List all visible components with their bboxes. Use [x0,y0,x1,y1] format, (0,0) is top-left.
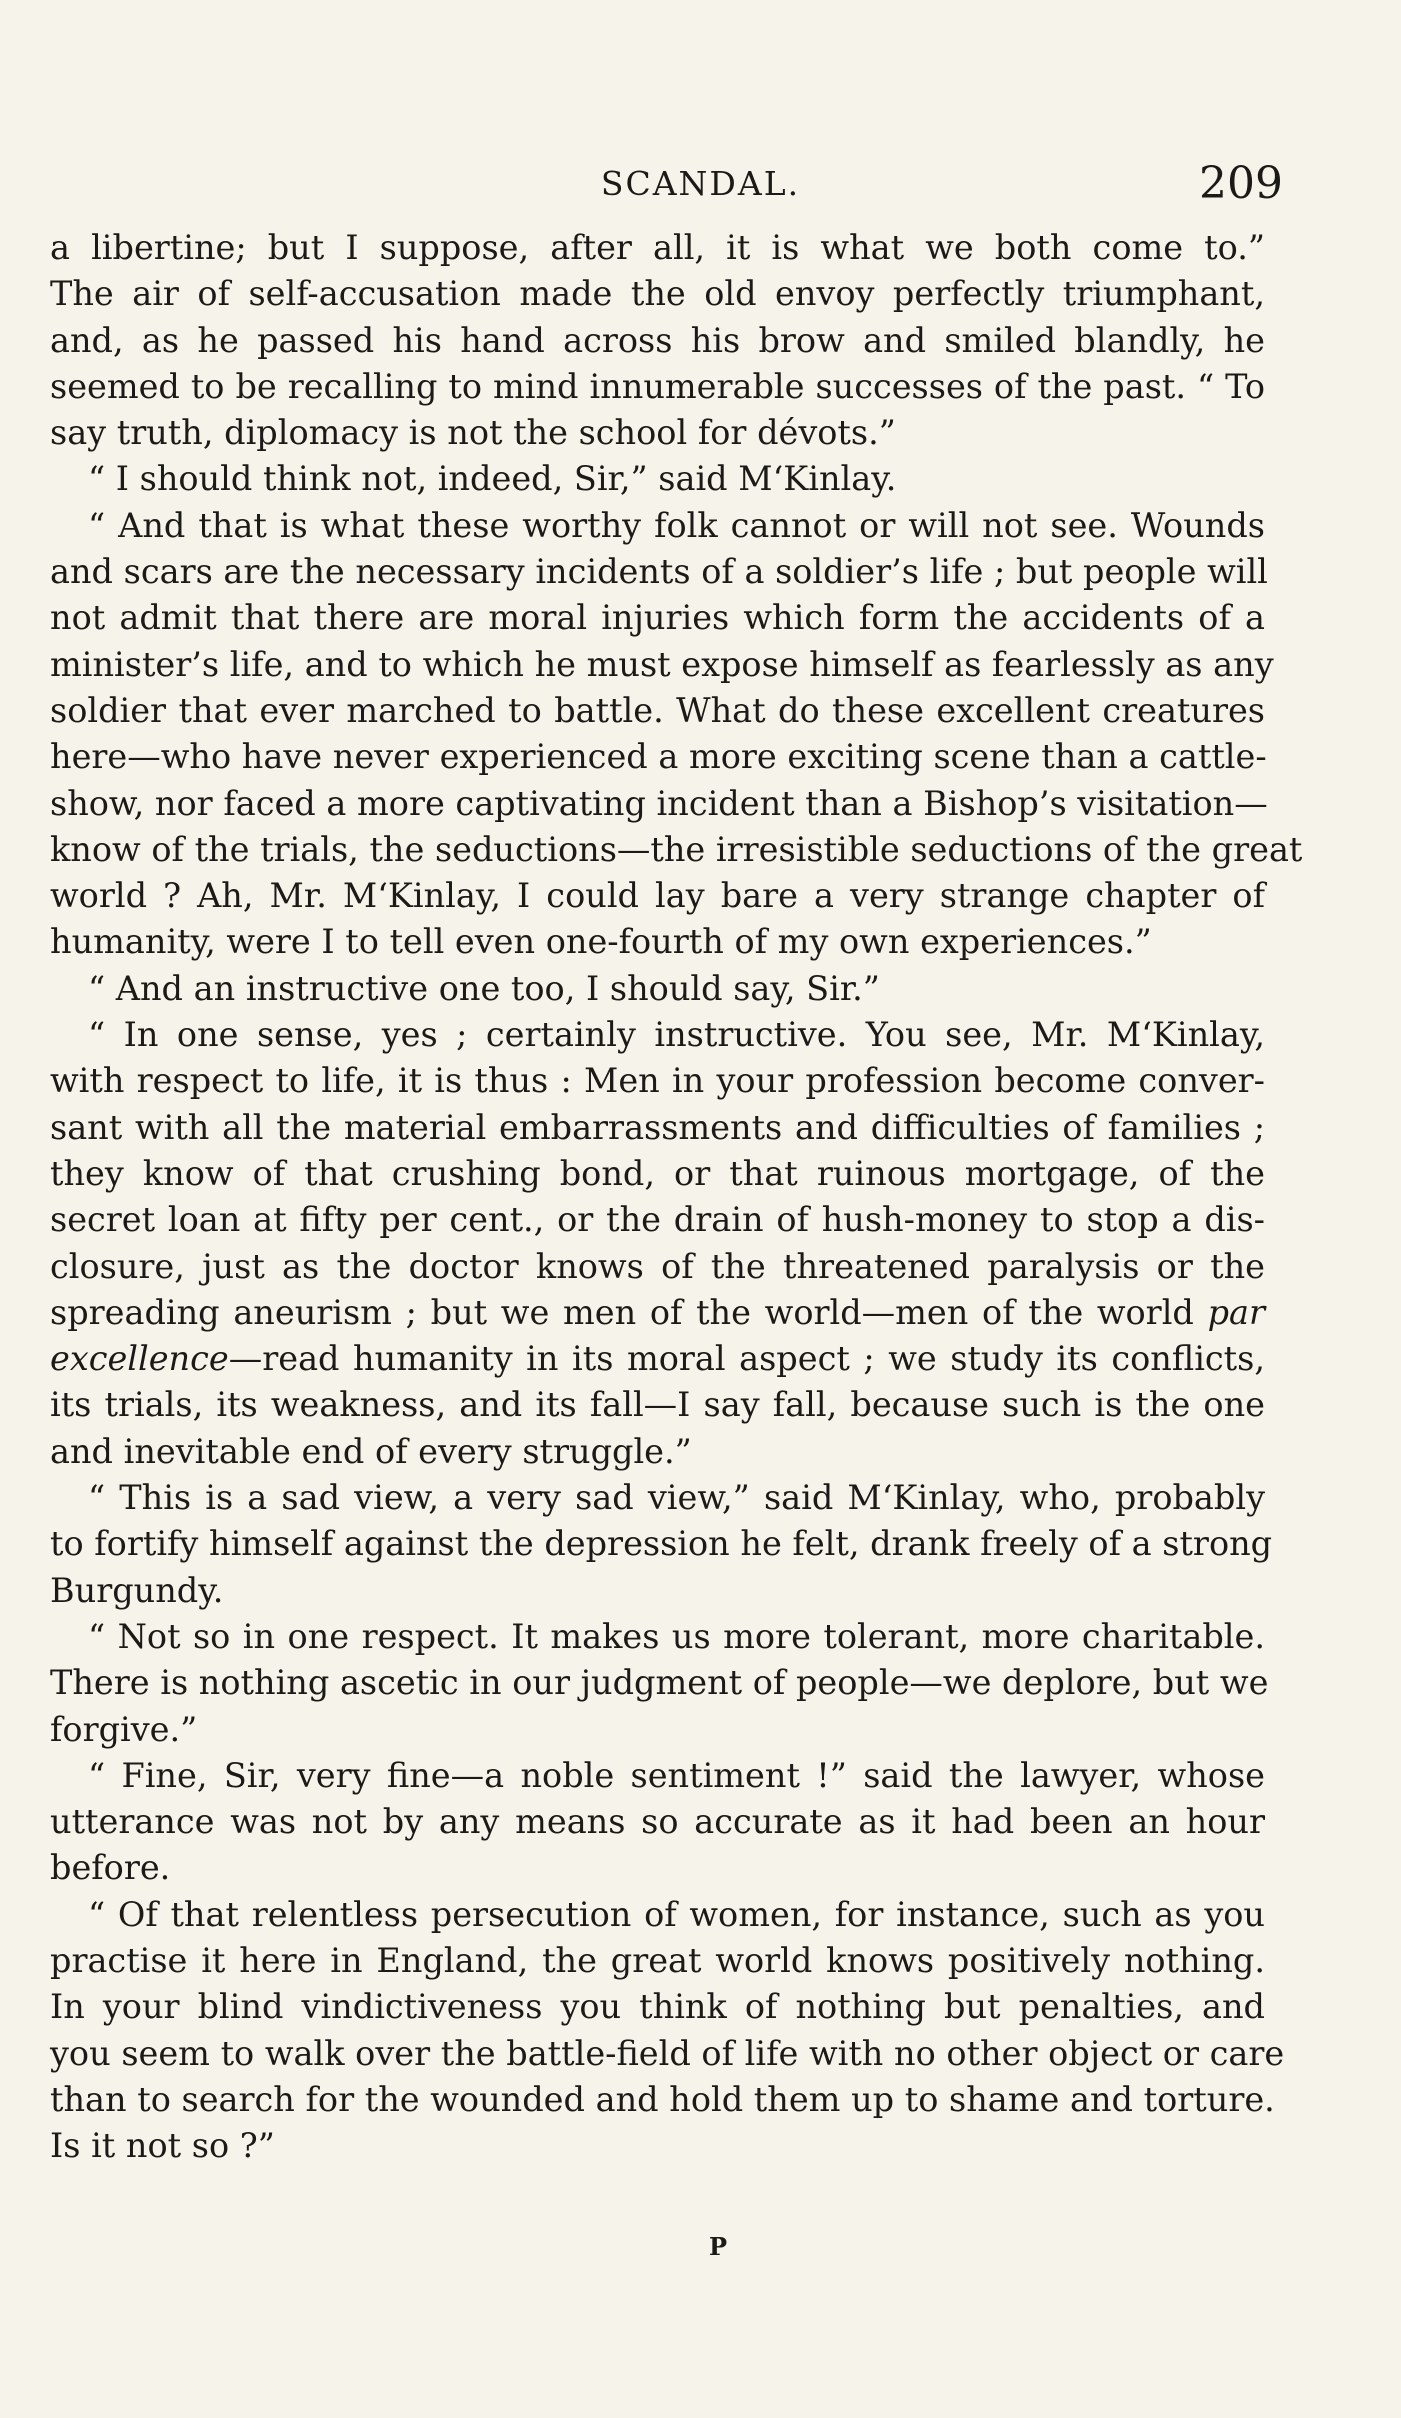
text-line [50,271,1265,317]
text-line-content: —read humanity in its moral aspect ; we study its conflicts, [228,1339,1265,1379]
text-line-content: “ I should think not, indeed, Sir,” said M‘Kinlay. [88,459,897,499]
text-line [50,1151,1265,1197]
text-line-content: you seem to walk over the battle-field of life with no other object or care [50,2033,1285,2073]
text-line-content: “ Of that relentless persecution of women, for instance, such as you [88,1894,1265,1934]
text-line [50,827,1303,873]
text-line [50,1799,1265,1845]
text-line [50,1984,1265,2030]
text-line-content: soldier that ever marched to battle. What do these excellent creatures [50,690,1265,730]
text-line [50,1058,1265,1104]
text-line [50,642,1274,688]
text-line [50,2123,1265,2169]
text-line [50,1753,1265,1799]
body-text [50,225,1303,2169]
text-line [50,1707,1265,1753]
text-line-content: practise it here in England, the great world knows positively nothing. [50,1940,1265,1980]
text-line-content: “ And an instructive one too, I should say, Sir.” [88,968,880,1008]
text-line-content: a libertine; but I suppose, after all, it is what we both come to.” [50,228,1265,267]
text-line-content: “ And that is what these worthy folk cannot or will not see. Wounds [88,505,1265,545]
text-line-content: There is nothing ascetic in our judgment of people—we deplore, but we [50,1663,1269,1703]
text-line-content: closure, just as the doctor knows of the threatened paralysis or the [50,1246,1265,1286]
text-line-content: Burgundy. [50,1570,224,1610]
text-line-content: The air of self-accusation made the old envoy perfectly triumphant, [50,274,1265,314]
page-number: 209 [1199,158,1283,209]
text-line-content: and scars are the necessary incidents of a soldier’s life ; but people will [50,552,1268,592]
text-line [50,734,1265,780]
text-line-content: before. [50,1848,171,1888]
text-line [50,966,1265,1012]
text-line-content: show, nor faced a more captivating incident than a Bishop’s visitation— [50,783,1268,823]
text-line-content: “ This is a sad view, a very sad view,” said M‘Kinlay, who, probably [88,1478,1265,1518]
text-line-content: say truth, diplomacy is not the school for dévots.” [50,413,896,453]
running-head [40,158,1361,218]
text-line [50,503,1265,549]
text-line-content: humanity, were I to tell even one-fourth of my own experiences.” [50,922,1152,962]
text-line [50,318,1265,364]
text-line-content: not admit that there are moral injuries which form the accidents of a [50,598,1265,638]
text-line [50,919,1265,965]
text-line [50,1568,1265,1614]
text-line-content: “ Not so in one respect. It makes us more tolerant, more charitable. [88,1616,1265,1656]
text-line [50,456,1265,502]
text-line [50,1244,1265,1290]
text-line-content: forgive.” [50,1709,198,1749]
text-line-content: to fortify himself against the depression he felt, drank freely of a strong [50,1524,1273,1564]
text-line [50,781,1268,827]
text-line-content: secret loan at fifty per cent., or the drain of hush-money to stop a dis- [50,1200,1265,1240]
text-line-content: spreading aneurism ; but we men of the world—men of the world [50,1292,1194,1332]
text-line [50,1660,1269,1706]
text-line-content: “ In one sense, yes ; certainly instructive. You see, Mr. M‘Kinlay, [88,1015,1265,1055]
text-line-content: In your blind vindictiveness you think of nothing but penalties, and [50,1987,1265,2027]
text-line [50,1290,1265,1336]
text-line [50,364,1265,410]
text-line [50,1105,1265,1151]
text-line-content: seemed to be recalling to mind innumerable successes of the past. “ To [50,366,1265,406]
text-line-content: know of the trials, the seductions—the irresistible seductions of the great [50,829,1303,869]
text-line-content: they know of that crushing bond, or that ruinous mortgage, of the [50,1153,1265,1193]
running-title: SCANDAL. [600,164,801,203]
text-line [50,595,1265,641]
text-line [50,873,1265,919]
text-line-content: utterance was not by any means so accurate as it had been an hour [50,1802,1265,1842]
text-line-content: and inevitable end of every struggle.” [50,1431,692,1471]
text-line-content: sant with all the material embarrassments and difficulties of families ; [50,1107,1265,1147]
text-line [50,1938,1265,1984]
text-line-content: and, as he passed his hand across his brow and smiled blandly, he [50,320,1265,360]
signature-mark: P [708,2232,728,2261]
text-line [50,1336,1265,1382]
text-line [50,1429,1265,1475]
text-line-content: its trials, its weakness, and its fall—I say fall, because such is the one [50,1385,1265,1425]
text-line [50,1521,1273,1567]
text-line-content: minister’s life, and to which he must expose himself as fearlessly as any [50,644,1274,684]
text-line-content: here—who have never experienced a more exciting scene than a cattle- [50,737,1267,777]
text-line [50,549,1268,595]
text-line [50,1845,1265,1891]
text-line-content: world ? Ah, Mr. M‘Kinlay, I could lay bare a very strange chapter of [50,876,1265,916]
italic-phrase: excellence [50,1339,229,1379]
italic-phrase: par [1207,1292,1265,1332]
text-line [50,1892,1265,1938]
text-line-content: than to search for the wounded and hold them up to shame and torture. [50,2079,1275,2119]
text-line [50,2077,1275,2123]
text-line [50,410,1265,456]
text-line-content: with respect to life, it is thus : Men in your profession become conver- [50,1061,1265,1101]
text-line-content: Is it not so ?” [50,2126,275,2166]
text-line [50,225,1265,271]
text-line [50,1614,1265,1660]
text-line [50,1475,1265,1521]
text-line [50,1382,1265,1428]
text-line-content: “ Fine, Sir, very fine—a noble sentiment !” said the lawyer, whose [88,1755,1265,1795]
text-line [50,688,1265,734]
text-line [50,1012,1265,1058]
text-line [50,1197,1265,1243]
text-line [50,2031,1285,2077]
